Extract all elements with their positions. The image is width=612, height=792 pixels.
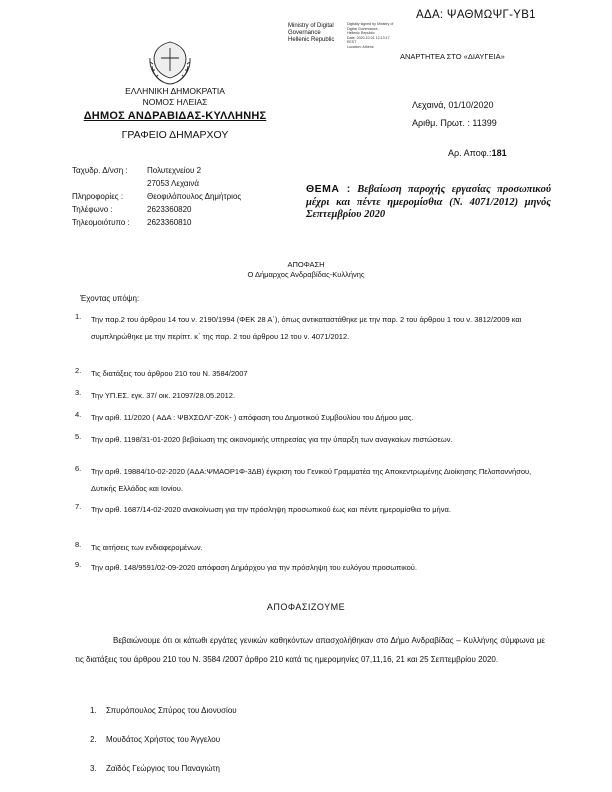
mayor-line: Ο Δήμαρχος Ανδραβίδας-Κυλλήνης: [247, 270, 365, 279]
worker-name: Σπυρόπουλος Σπύρος του Διονυσίου: [106, 706, 237, 715]
list-item-text: Την αριθ. 1687/14-02-2020 ανακοίνωση για την πρόσληψη προσωπικού έως και πέντε ημερομίσθια το μήνα.: [91, 505, 451, 514]
decision-number-value: 181: [491, 148, 507, 158]
place-date: Λεχαινά, 01/10/2020: [412, 100, 494, 110]
decision-number: [448, 148, 507, 158]
signature-detail: Digitally signed by Ministry of: [347, 22, 394, 26]
worker-name: Μουδάτος Χρήστος του Άγγελου: [106, 735, 221, 744]
signature-detail: Hellenic Republic: [347, 31, 375, 36]
worker-number: 1.: [90, 706, 97, 715]
list-item-text: Την αριθ. 11/2020 ( ΑΔΑ : ΨΒΧΣΩΛΓ-Ζ0Κ- ) απόφαση του Δημοτικού Συμβουλίου του Δήμου μας.: [91, 413, 414, 422]
list-item-number: 1.: [75, 312, 82, 321]
contact-label: Πληροφορίες :: [72, 192, 124, 201]
we-decide-heading: ΑΠΟΦΑΣΙΖΟΥΜΕ: [266, 602, 346, 612]
worker-number: 3.: [90, 764, 97, 773]
hellenic-republic-emblem-icon: [147, 38, 193, 86]
list-item-number: 8.: [75, 540, 82, 549]
digital-signature-details: [347, 22, 393, 50]
protocol-number: Αριθμ. Πρωτ. : 11399: [412, 118, 497, 128]
signature-detail: Digital Governance,: [347, 26, 379, 31]
list-item-number: 2.: [75, 366, 82, 375]
considering-heading: Έχοντας υπόψη:: [80, 294, 140, 303]
contact-value: 2623360820: [147, 205, 192, 214]
contact-label: Ταχυδρ. Δ/νση :: [72, 166, 128, 175]
contact-value: Πολυτεχνείου 2: [147, 166, 202, 175]
list-item-number: 5.: [75, 432, 82, 441]
list-item: [90, 735, 220, 744]
prefecture-title: ΝΟΜΟΣ ΗΛΕΙΑΣ: [142, 97, 208, 107]
list-item-text: Την αριθ. 1198/31-01-2020 βεβαίωση της οικονομικής υπηρεσίας για την ύπαρξη των αναγκαίων πιστώσεων.: [91, 435, 453, 444]
decision-number-label: Αρ. Αποφ.:: [448, 148, 492, 158]
contact-value: Θεοφιλόπουλος Δημήτριος: [147, 192, 242, 201]
contact-value: 2623360810: [147, 218, 192, 227]
subject-lead: ΘΕΜΑ :: [306, 183, 351, 195]
subject: [306, 183, 551, 222]
list-item-text: Τις διατάξεις του άρθρου 210 του Ν. 3584/2007: [91, 369, 248, 378]
signature-detail: EEST: [347, 40, 357, 45]
list-item-text: Την αριθ. 19884/10-02-2020 (ΑΔΑ:ΨΜΑΟΡ1Φ-3ΔΒ) έγκριση του Γενικού Γραμματέα της Αποκεντρωμένης Διοίκησης Πελοποννήσου, Δυτικής Ελλάδος και Ιονίου.: [91, 467, 532, 493]
list-item-text: Την αριθ. 148/9591/02-09-2020 απόφαση Δημάρχου για την πρόσληψη του ευλόγου προσωπικού.: [91, 563, 417, 572]
list-item: [90, 764, 220, 773]
list-item: [90, 706, 237, 715]
worker-name: Ζαϊδός Γεώργιος του Παναγιώτη: [106, 764, 220, 773]
signature-detail: Date: 2020.10.01 12:13:17: [347, 35, 390, 40]
contact-label: Τηλέφωνο :: [72, 205, 113, 214]
list-item-number: 7.: [75, 502, 82, 511]
worker-number: 2.: [90, 735, 97, 744]
digital-signature-block: [288, 23, 334, 44]
signature-line: Hellenic Republic: [288, 37, 335, 43]
subject-text: Βεβαίωση παροχής εργασίας προσωπικού μέχρι και πέντε ημερομίσθια (Ν. 4071/2012) μηνός Σεπτεμβρίου 2020: [306, 184, 552, 220]
contact-label: Τηλεομοιότυπο :: [72, 218, 130, 227]
list-item-number: 6.: [75, 464, 82, 473]
list-item-number: 3.: [75, 388, 82, 397]
municipality-title: ΔΗΜΟΣ ΑΝΔΡΑΒΙΔΑΣ-ΚΥΛΛΗΝΗΣ: [83, 110, 267, 122]
list-item-text: Την παρ.2 του άρθρου 14 του ν. 2190/1994 (ΦΕΚ 28 Α΄), όπως αντικαταστάθηκε με την παρ. 2 του άρθρου 1 του ν. 3812/2009 και συμπληρώθηκε με την περίπτ. κ΄ της παρ. 2 του άρθρου 12 του ν. 4071/2012.: [91, 315, 522, 341]
contact-value: 27053 Λεχαινά: [147, 179, 199, 188]
list-item-number: 9.: [75, 560, 82, 569]
signature-line: Ministry of Digital: [288, 23, 334, 29]
office-title: ΓΡΑΦΕΙΟ ΔΗΜΑΡΧΟΥ: [121, 129, 229, 141]
list-item-text: Τις αιτήσεις των ενδιαφερομένων.: [91, 543, 203, 552]
signature-detail: Location: Athens: [347, 44, 374, 49]
signature-line: Governance: [288, 30, 321, 36]
ada-code: ΑΔΑ: ΨΑΘΜΩΨΓ-ΥΒ1: [416, 9, 536, 21]
decision-title: ΑΠΟΦΑΣΗ: [287, 260, 325, 269]
list-item-text: Την ΥΠ.ΕΣ. εγκ. 37/ οικ. 21097/28.05.2012.: [91, 391, 236, 400]
list-item-number: 4.: [75, 410, 82, 419]
publish-notice: ΑΝΑΡΤΗΤΕΑ ΣΤΟ «ΔΙΑΥΓΕΙΑ»: [400, 52, 505, 61]
decision-body: Βεβαιώνουμε ότι οι κάτωθι εργάτες γενικών καθηκόντων απασχολήθηκαν στο Δήμο Ανδραβίδας – Κυλλήνης σύμφωνα με τις διατάξεις του άρθρου 210 του Ν. 3584 /2007 άρθρο 210 κατά τις ημερομηνίες 07,11,16, 21 και 25 Σεπτεμβρίου 2020.: [75, 636, 545, 664]
republic-title: ΕΛΛΗΝΙΚΗ ΔΗΜΟΚΡΑΤΙΑ: [125, 86, 225, 96]
